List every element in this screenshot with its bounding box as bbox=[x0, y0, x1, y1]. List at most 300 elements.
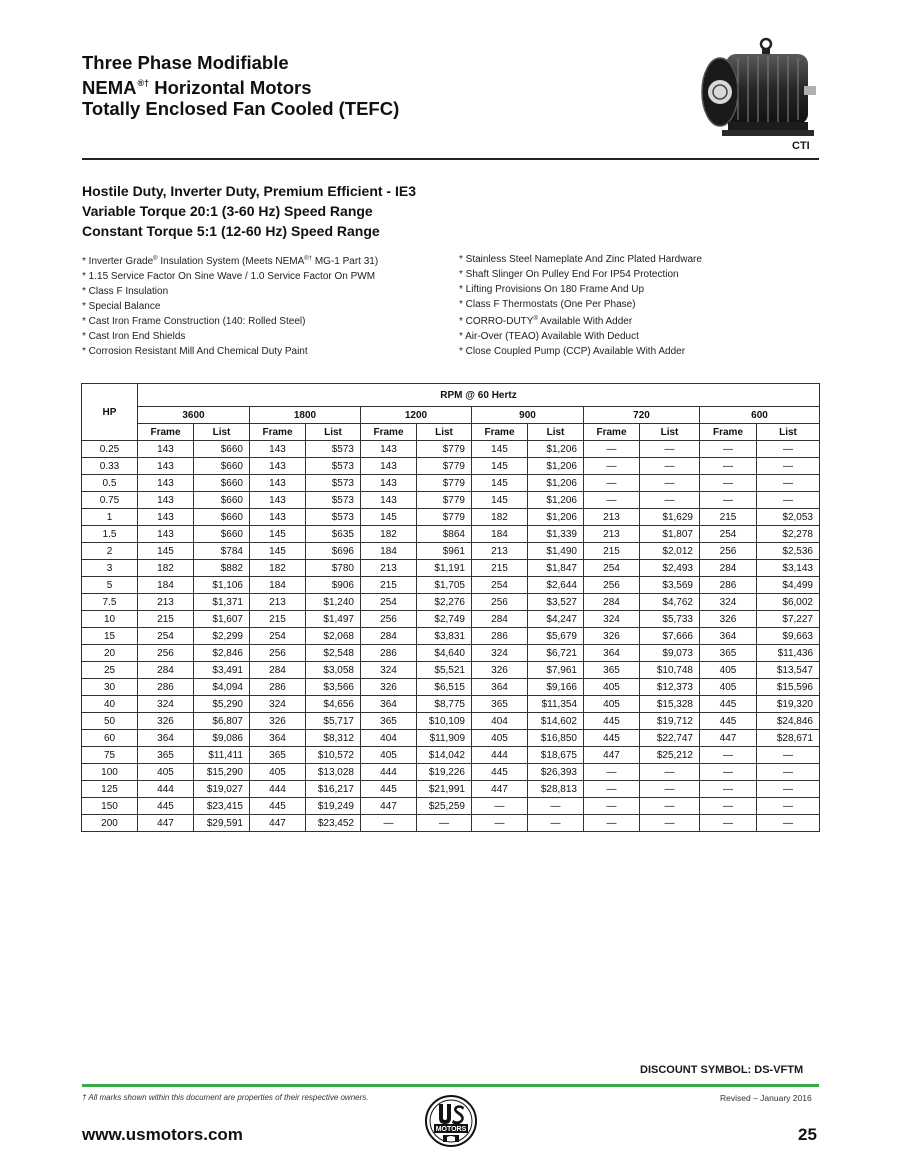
frame-cell: — bbox=[700, 815, 757, 832]
frame-cell: 143 bbox=[361, 475, 417, 492]
frame-cell: 324 bbox=[138, 696, 194, 713]
frame-cell: — bbox=[584, 764, 640, 781]
hp-cell: 1 bbox=[82, 509, 138, 526]
page-number: 25 bbox=[798, 1125, 817, 1144]
frame-cell: 445 bbox=[584, 713, 640, 730]
list-price-cell: $2,278 bbox=[757, 526, 820, 543]
frame-cell: 405 bbox=[250, 764, 306, 781]
frame-cell: 256 bbox=[700, 543, 757, 560]
feature-item: * Lifting Provisions On 180 Frame And Up bbox=[459, 284, 645, 295]
list-price-cell: $15,328 bbox=[640, 696, 700, 713]
list-price-cell: $5,679 bbox=[528, 628, 584, 645]
table-row bbox=[82, 713, 820, 730]
feature-item: * Air-Over (TEAO) Available With Deduct bbox=[459, 331, 639, 342]
table-row bbox=[82, 747, 820, 764]
frame-cell: — bbox=[584, 798, 640, 815]
frame-cell: 143 bbox=[250, 475, 306, 492]
frame-cell: 213 bbox=[361, 560, 417, 577]
hp-cell: 2 bbox=[82, 543, 138, 560]
list-price-cell: $12,373 bbox=[640, 679, 700, 696]
list-price-cell: $906 bbox=[306, 577, 361, 594]
list-price-cell: $7,961 bbox=[528, 662, 584, 679]
list-column-header: List bbox=[194, 424, 250, 441]
table-row bbox=[82, 798, 820, 815]
frame-cell: — bbox=[584, 492, 640, 509]
frame-cell: 143 bbox=[138, 526, 194, 543]
list-price-cell: $1,490 bbox=[528, 543, 584, 560]
list-price-cell: $22,747 bbox=[640, 730, 700, 747]
frame-cell: 143 bbox=[138, 475, 194, 492]
frame-cell: 444 bbox=[138, 781, 194, 798]
list-price-cell: $573 bbox=[306, 492, 361, 509]
rpm-1800-header: 1800 bbox=[250, 407, 361, 424]
frame-cell: 445 bbox=[472, 764, 528, 781]
title-nema: NEMA bbox=[82, 77, 137, 98]
list-price-cell: $3,527 bbox=[528, 594, 584, 611]
list-price-cell: $13,547 bbox=[757, 662, 820, 679]
list-price-cell: $3,491 bbox=[194, 662, 250, 679]
list-price-cell: $18,675 bbox=[528, 747, 584, 764]
table-row bbox=[82, 560, 820, 577]
list-price-cell: — bbox=[640, 815, 700, 832]
list-price-cell: $4,762 bbox=[640, 594, 700, 611]
frame-cell: 213 bbox=[472, 543, 528, 560]
table-row bbox=[82, 645, 820, 662]
hp-cell: 0.33 bbox=[82, 458, 138, 475]
list-price-cell: $3,569 bbox=[640, 577, 700, 594]
frame-cell: 404 bbox=[361, 730, 417, 747]
list-price-cell: $8,775 bbox=[417, 696, 472, 713]
list-price-cell: $2,276 bbox=[417, 594, 472, 611]
list-price-cell: — bbox=[417, 815, 472, 832]
frame-cell: 284 bbox=[700, 560, 757, 577]
list-price-cell: $28,671 bbox=[757, 730, 820, 747]
list-price-cell: $10,748 bbox=[640, 662, 700, 679]
list-price-cell: $1,807 bbox=[640, 526, 700, 543]
title-line-2 bbox=[82, 73, 399, 98]
frame-cell: — bbox=[700, 747, 757, 764]
list-price-cell: $2,644 bbox=[528, 577, 584, 594]
list-price-cell: $2,749 bbox=[417, 611, 472, 628]
list-price-cell: $660 bbox=[194, 492, 250, 509]
list-price-cell: — bbox=[757, 815, 820, 832]
list-price-cell: $3,058 bbox=[306, 662, 361, 679]
feature-list-left bbox=[82, 252, 378, 359]
frame-cell: — bbox=[700, 441, 757, 458]
feature-item: * Stainless Steel Nameplate And Zinc Plated Hardware bbox=[459, 254, 702, 265]
list-price-cell: $24,846 bbox=[757, 713, 820, 730]
list-price-cell: $2,299 bbox=[194, 628, 250, 645]
frame-cell: 286 bbox=[138, 679, 194, 696]
list-price-cell: $10,109 bbox=[417, 713, 472, 730]
feature-item: * Corrosion Resistant Mill And Chemical Duty Paint bbox=[82, 346, 308, 357]
list-price-cell: — bbox=[757, 492, 820, 509]
title-line-1: Three Phase Modifiable bbox=[82, 52, 289, 73]
frame-cell: 145 bbox=[472, 458, 528, 475]
list-price-cell: $10,572 bbox=[306, 747, 361, 764]
hp-cell: 100 bbox=[82, 764, 138, 781]
hp-cell: 20 bbox=[82, 645, 138, 662]
frame-cell: 405 bbox=[138, 764, 194, 781]
frame-cell: — bbox=[700, 458, 757, 475]
frame-cell: 326 bbox=[472, 662, 528, 679]
list-price-cell: $882 bbox=[194, 560, 250, 577]
list-price-cell: $9,166 bbox=[528, 679, 584, 696]
feature-item: * Class F Insulation bbox=[82, 286, 169, 297]
list-price-cell: $29,591 bbox=[194, 815, 250, 832]
list-price-cell: $4,094 bbox=[194, 679, 250, 696]
frame-cell: 405 bbox=[361, 747, 417, 764]
frame-cell: 213 bbox=[584, 526, 640, 543]
list-price-cell: $780 bbox=[306, 560, 361, 577]
list-price-cell: $11,411 bbox=[194, 747, 250, 764]
product-subtitle bbox=[82, 181, 416, 241]
title-line-3: Totally Enclosed Fan Cooled (TEFC) bbox=[82, 98, 400, 119]
list-price-cell: $961 bbox=[417, 543, 472, 560]
list-price-cell: — bbox=[528, 798, 584, 815]
frame-cell: 145 bbox=[472, 441, 528, 458]
list-price-cell: $660 bbox=[194, 458, 250, 475]
frame-cell: — bbox=[584, 815, 640, 832]
list-price-cell: $1,607 bbox=[194, 611, 250, 628]
list-price-cell: — bbox=[640, 475, 700, 492]
rpm-3600-header: 3600 bbox=[138, 407, 250, 424]
list-price-cell: $1,206 bbox=[528, 441, 584, 458]
frame-cell: — bbox=[700, 781, 757, 798]
list-price-cell: $1,629 bbox=[640, 509, 700, 526]
list-price-cell: $11,909 bbox=[417, 730, 472, 747]
frame-cell: 215 bbox=[584, 543, 640, 560]
frame-cell: — bbox=[700, 764, 757, 781]
frame-cell: 143 bbox=[138, 458, 194, 475]
list-price-cell: $6,807 bbox=[194, 713, 250, 730]
list-price-cell: $13,028 bbox=[306, 764, 361, 781]
feature-item: * Cast Iron End Shields bbox=[82, 331, 186, 342]
list-price-cell: — bbox=[640, 764, 700, 781]
list-price-cell: $1,191 bbox=[417, 560, 472, 577]
list-price-cell: — bbox=[757, 781, 820, 798]
list-price-cell: $6,721 bbox=[528, 645, 584, 662]
list-column-header: List bbox=[640, 424, 700, 441]
list-price-cell: $11,354 bbox=[528, 696, 584, 713]
list-price-cell: $6,002 bbox=[757, 594, 820, 611]
list-price-cell: $3,143 bbox=[757, 560, 820, 577]
table-row bbox=[82, 509, 820, 526]
frame-cell: 365 bbox=[138, 747, 194, 764]
list-price-cell: $3,831 bbox=[417, 628, 472, 645]
list-price-cell: $696 bbox=[306, 543, 361, 560]
frame-cell: 284 bbox=[584, 594, 640, 611]
frame-cell: 213 bbox=[138, 594, 194, 611]
frame-cell: 364 bbox=[361, 696, 417, 713]
list-price-cell: $1,106 bbox=[194, 577, 250, 594]
hp-cell: 60 bbox=[82, 730, 138, 747]
frame-cell: 143 bbox=[250, 441, 306, 458]
frame-cell: 254 bbox=[472, 577, 528, 594]
frame-cell: — bbox=[584, 781, 640, 798]
list-price-cell: $7,666 bbox=[640, 628, 700, 645]
frame-cell: 405 bbox=[584, 696, 640, 713]
feature-item bbox=[459, 312, 702, 329]
frame-cell: — bbox=[361, 815, 417, 832]
frame-cell: 145 bbox=[361, 509, 417, 526]
frame-cell: 364 bbox=[250, 730, 306, 747]
frame-cell: 324 bbox=[472, 645, 528, 662]
hp-cell: 125 bbox=[82, 781, 138, 798]
feature-text: Insulation System (Meets NEMA bbox=[157, 256, 305, 267]
hp-cell: 75 bbox=[82, 747, 138, 764]
list-price-cell: $1,206 bbox=[528, 492, 584, 509]
list-price-cell: $16,850 bbox=[528, 730, 584, 747]
list-price-cell: $14,602 bbox=[528, 713, 584, 730]
frame-cell: 256 bbox=[250, 645, 306, 662]
list-price-cell: $4,247 bbox=[528, 611, 584, 628]
frame-cell: 404 bbox=[472, 713, 528, 730]
list-price-cell: $864 bbox=[417, 526, 472, 543]
frame-cell: 447 bbox=[584, 747, 640, 764]
hp-cell: 10 bbox=[82, 611, 138, 628]
list-price-cell: $573 bbox=[306, 458, 361, 475]
frame-cell: 447 bbox=[700, 730, 757, 747]
table-row bbox=[82, 628, 820, 645]
subtitle-line-2: Variable Torque 20:1 (3-60 Hz) Speed Range bbox=[82, 203, 373, 219]
list-price-cell: — bbox=[757, 458, 820, 475]
registered-mark: ®† bbox=[304, 256, 313, 262]
list-price-cell: $5,290 bbox=[194, 696, 250, 713]
frame-cell: 365 bbox=[700, 645, 757, 662]
frame-cell: 284 bbox=[472, 611, 528, 628]
frame-cell: 184 bbox=[138, 577, 194, 594]
list-price-cell: $1,206 bbox=[528, 509, 584, 526]
list-price-cell: $1,847 bbox=[528, 560, 584, 577]
frame-column-header: Frame bbox=[250, 424, 306, 441]
frame-cell: 444 bbox=[250, 781, 306, 798]
hp-cell: 1.5 bbox=[82, 526, 138, 543]
list-price-cell: $784 bbox=[194, 543, 250, 560]
hp-cell: 0.5 bbox=[82, 475, 138, 492]
frame-cell: 184 bbox=[361, 543, 417, 560]
list-price-cell: $1,371 bbox=[194, 594, 250, 611]
website-link[interactable]: www.usmotors.com bbox=[82, 1125, 243, 1144]
list-price-cell: $779 bbox=[417, 458, 472, 475]
list-price-cell: $573 bbox=[306, 441, 361, 458]
table-row bbox=[82, 781, 820, 798]
cti-badge: CTI bbox=[792, 140, 810, 152]
list-price-cell: $19,226 bbox=[417, 764, 472, 781]
frame-cell: 447 bbox=[138, 815, 194, 832]
frame-cell: 326 bbox=[700, 611, 757, 628]
list-price-cell: $573 bbox=[306, 475, 361, 492]
list-price-cell: $660 bbox=[194, 441, 250, 458]
frame-cell: 143 bbox=[138, 441, 194, 458]
feature-list-right bbox=[459, 252, 702, 359]
frame-cell: 145 bbox=[250, 526, 306, 543]
hp-cell: 3 bbox=[82, 560, 138, 577]
subtitle-line-1: Hostile Duty, Inverter Duty, Premium Efficient - IE3 bbox=[82, 183, 416, 199]
list-price-cell: $5,717 bbox=[306, 713, 361, 730]
trademark-disclaimer: † All marks shown within this document are properties of their respective owners. bbox=[82, 1093, 369, 1102]
frame-cell: 445 bbox=[700, 696, 757, 713]
feature-item: * Close Coupled Pump (CCP) Available With Adder bbox=[459, 346, 686, 357]
frame-cell: 182 bbox=[361, 526, 417, 543]
frame-cell: 182 bbox=[472, 509, 528, 526]
table-row bbox=[82, 492, 820, 509]
list-price-cell: — bbox=[640, 441, 700, 458]
hp-header: HP bbox=[82, 384, 138, 441]
frame-cell: 143 bbox=[250, 509, 306, 526]
frame-cell: 184 bbox=[472, 526, 528, 543]
list-price-cell: $7,227 bbox=[757, 611, 820, 628]
feature-text: Available With Adder bbox=[537, 316, 633, 327]
hp-cell: 25 bbox=[82, 662, 138, 679]
list-price-cell: $16,217 bbox=[306, 781, 361, 798]
registered-mark: ® bbox=[153, 256, 158, 262]
list-price-cell: $660 bbox=[194, 509, 250, 526]
frame-cell: 256 bbox=[584, 577, 640, 594]
frame-cell: 444 bbox=[472, 747, 528, 764]
feature-item: * Class F Thermostats (One Per Phase) bbox=[459, 299, 636, 310]
frame-cell: 256 bbox=[361, 611, 417, 628]
frame-cell: — bbox=[584, 458, 640, 475]
list-price-cell: — bbox=[640, 492, 700, 509]
frame-cell: 254 bbox=[700, 526, 757, 543]
list-price-cell: $19,249 bbox=[306, 798, 361, 815]
frame-cell: — bbox=[700, 798, 757, 815]
list-price-cell: — bbox=[640, 798, 700, 815]
frame-cell: 143 bbox=[250, 458, 306, 475]
frame-cell: 213 bbox=[250, 594, 306, 611]
hp-cell: 200 bbox=[82, 815, 138, 832]
list-column-header: List bbox=[306, 424, 361, 441]
frame-cell: — bbox=[472, 815, 528, 832]
frame-cell: 286 bbox=[472, 628, 528, 645]
list-price-cell: $11,436 bbox=[757, 645, 820, 662]
frame-cell: 405 bbox=[700, 679, 757, 696]
frame-cell: 324 bbox=[700, 594, 757, 611]
frame-cell: 365 bbox=[361, 713, 417, 730]
feature-item: * Shaft Slinger On Pulley End For IP54 Protection bbox=[459, 269, 679, 280]
list-price-cell: $573 bbox=[306, 509, 361, 526]
list-price-cell: $4,656 bbox=[306, 696, 361, 713]
table-row bbox=[82, 815, 820, 832]
list-price-cell: $14,042 bbox=[417, 747, 472, 764]
frame-cell: 254 bbox=[584, 560, 640, 577]
table-row bbox=[82, 577, 820, 594]
footer-divider bbox=[82, 1084, 819, 1087]
table-row bbox=[82, 662, 820, 679]
list-price-cell: $6,515 bbox=[417, 679, 472, 696]
frame-cell: 405 bbox=[472, 730, 528, 747]
frame-column-header: Frame bbox=[361, 424, 417, 441]
frame-cell: 145 bbox=[472, 492, 528, 509]
frame-cell: 143 bbox=[138, 509, 194, 526]
frame-cell: 444 bbox=[361, 764, 417, 781]
frame-cell: 215 bbox=[472, 560, 528, 577]
frame-cell: 254 bbox=[250, 628, 306, 645]
list-price-cell: $2,493 bbox=[640, 560, 700, 577]
frame-cell: 182 bbox=[250, 560, 306, 577]
hp-cell: 15 bbox=[82, 628, 138, 645]
frame-list-header-row bbox=[82, 424, 820, 441]
frame-cell: — bbox=[700, 492, 757, 509]
title-trademark: ®† bbox=[137, 78, 150, 88]
list-price-cell: $2,548 bbox=[306, 645, 361, 662]
frame-cell: 286 bbox=[250, 679, 306, 696]
table-row bbox=[82, 543, 820, 560]
list-price-cell: $660 bbox=[194, 526, 250, 543]
list-price-cell: $5,733 bbox=[640, 611, 700, 628]
list-column-header: List bbox=[757, 424, 820, 441]
list-price-cell: — bbox=[757, 747, 820, 764]
frame-cell: 324 bbox=[250, 696, 306, 713]
hp-cell: 0.75 bbox=[82, 492, 138, 509]
frame-column-header: Frame bbox=[584, 424, 640, 441]
rpm-1200-header: 1200 bbox=[361, 407, 472, 424]
list-price-cell: $2,053 bbox=[757, 509, 820, 526]
frame-cell: 445 bbox=[138, 798, 194, 815]
list-price-cell: $635 bbox=[306, 526, 361, 543]
pricing-table-body bbox=[82, 441, 820, 832]
list-price-cell: $9,086 bbox=[194, 730, 250, 747]
frame-cell: 182 bbox=[138, 560, 194, 577]
frame-cell: 284 bbox=[138, 662, 194, 679]
frame-cell: 143 bbox=[361, 492, 417, 509]
frame-cell: 256 bbox=[138, 645, 194, 662]
list-price-cell: — bbox=[640, 458, 700, 475]
table-row bbox=[82, 696, 820, 713]
list-price-cell: $1,705 bbox=[417, 577, 472, 594]
list-price-cell: $8,312 bbox=[306, 730, 361, 747]
frame-column-header: Frame bbox=[700, 424, 757, 441]
list-price-cell: $2,012 bbox=[640, 543, 700, 560]
list-price-cell: $15,596 bbox=[757, 679, 820, 696]
subtitle-line-3: Constant Torque 5:1 (12-60 Hz) Speed Range bbox=[82, 223, 380, 239]
feature-item: * Special Balance bbox=[82, 301, 161, 312]
frame-cell: — bbox=[584, 475, 640, 492]
feature-item: * Cast Iron Frame Construction (140: Rolled Steel) bbox=[82, 316, 306, 327]
rpm-900-header: 900 bbox=[472, 407, 584, 424]
list-price-cell: $5,521 bbox=[417, 662, 472, 679]
discount-symbol: DISCOUNT SYMBOL: DS-VFTM bbox=[640, 1064, 804, 1076]
list-price-cell: — bbox=[757, 475, 820, 492]
list-price-cell: $2,846 bbox=[194, 645, 250, 662]
frame-cell: — bbox=[584, 441, 640, 458]
frame-cell: 365 bbox=[584, 662, 640, 679]
list-price-cell: $4,640 bbox=[417, 645, 472, 662]
list-price-cell: $779 bbox=[417, 441, 472, 458]
rpm-header: RPM @ 60 Hertz bbox=[138, 384, 820, 407]
table-row bbox=[82, 764, 820, 781]
frame-cell: 326 bbox=[584, 628, 640, 645]
list-column-header: List bbox=[417, 424, 472, 441]
feature-text: MG-1 Part 31) bbox=[312, 256, 379, 267]
list-price-cell: $23,452 bbox=[306, 815, 361, 832]
hp-cell: 30 bbox=[82, 679, 138, 696]
frame-cell: 324 bbox=[584, 611, 640, 628]
table-row bbox=[82, 458, 820, 475]
frame-cell: 215 bbox=[250, 611, 306, 628]
table-row bbox=[82, 594, 820, 611]
frame-cell: 326 bbox=[250, 713, 306, 730]
list-price-cell: $779 bbox=[417, 475, 472, 492]
frame-cell: 364 bbox=[700, 628, 757, 645]
list-price-cell: $1,339 bbox=[528, 526, 584, 543]
frame-cell: 286 bbox=[700, 577, 757, 594]
table-row bbox=[82, 679, 820, 696]
frame-cell: 326 bbox=[138, 713, 194, 730]
list-price-cell: $9,073 bbox=[640, 645, 700, 662]
feature-text: * Inverter Grade bbox=[82, 256, 154, 267]
